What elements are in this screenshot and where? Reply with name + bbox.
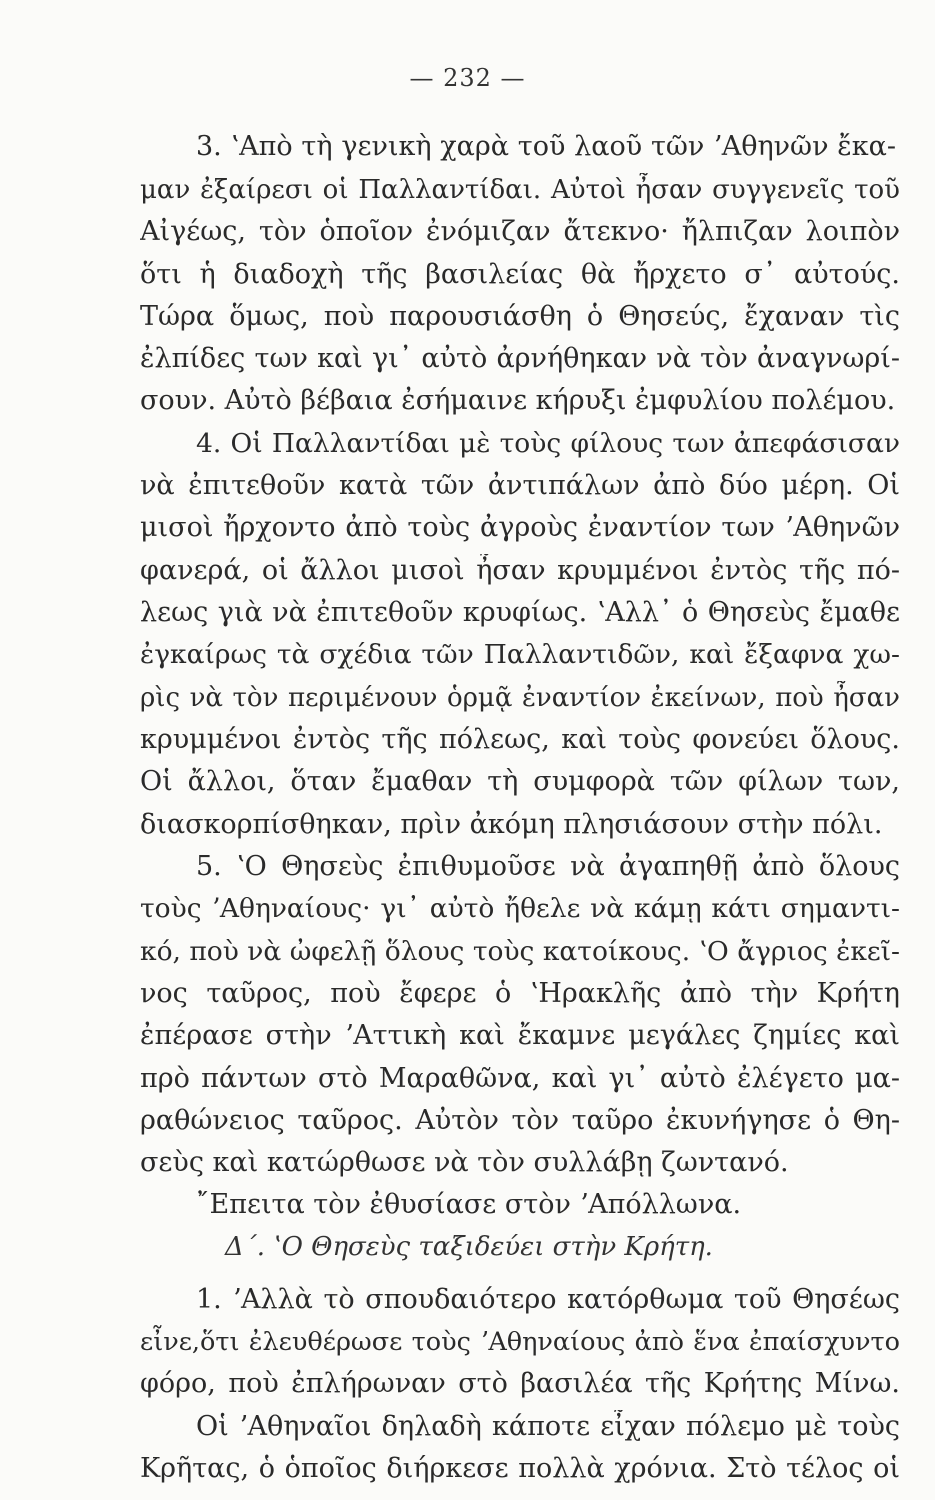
page-number: — 232 —: [409, 64, 526, 92]
text-line: 3. ʽΑπὸ τὴ γενικὴ χαρὰ τοῦ λαοῦ τῶν ʼΑθηνῶν ἔκα-: [196, 131, 896, 162]
text-line: φόρο, ποὺ ἐπλήρωναν στὸ βασιλέα τῆς Κρήτης Μίνω.: [140, 1368, 900, 1399]
text-line: ρὶς νὰ τὸν περιμένουν ὁρμᾷ ἐναντίον ἐκείνων, ποὺ ἦσαν: [140, 683, 900, 713]
text-line: Κρῆτας, ὁ ὁποῖος διήρκεσε πολλὰ χρόνια. Στὸ τέλος οἱ: [140, 1453, 900, 1484]
text-line: κό, ποὺ νὰ ὠφελῇ ὅλους τοὺς κατοίκους. ʽΟ ἄγριος ἐκεῖ-: [140, 936, 900, 967]
text-line: φανερά, οἱ ἄλλοι μισοὶ ἦσαν κρυμμένοι ἐντὸς τῆς πό-: [140, 555, 900, 586]
text-line: μισοὶ ἤρχοντο ἀπὸ τοὺς ἀγροὺς ἐναντίον των ʼΑθηνῶν: [140, 512, 900, 543]
section-heading: Δ΄. ʽΟ Θησεὺς ταξιδεύει στὴν Κρήτη.: [225, 1232, 713, 1262]
text-line: ῎Επειτα τὸν ἐθυσίασε στὸν ʼΑπόλλωνα.: [196, 1189, 742, 1220]
text-line: σεὺς καὶ κατώρθωσε νὰ τὸν συλλάβῃ ζωντανό.: [140, 1147, 789, 1178]
text-line: τοὺς ʼΑθηναίους· γι᾽ αὐτὸ ἤθελε νὰ κάμῃ κάτι σημαντι-: [140, 893, 900, 924]
text-line: ἐπέρασε στὴν ʼΑττικὴ καὶ ἔκαμνε μεγάλες ζημίες καὶ: [140, 1020, 900, 1051]
text-line: Αἰγέως, τὸν ὁποῖον ἐνόμιζαν ἄτεκνο· ἤλπιζαν λοιπὸν: [140, 216, 900, 247]
text-line: Τώρα ὅμως, ποὺ παρουσιάσθη ὁ Θησεύς, ἔχαναν τὶς: [140, 301, 900, 332]
text-line: νὰ ἐπιτεθοῦν κατὰ τῶν ἀντιπάλων ἀπὸ δύο μέρη. Οἱ: [140, 470, 900, 501]
text-line: Οἱ ʼΑθηναῖοι δηλαδὴ κάποτε εἶχαν πόλεμο μὲ τοὺς: [196, 1411, 900, 1442]
text-line: σουν. Αὐτὸ βέβαια ἐσήμαινε κήρυξι ἐμφυλίου πολέμου.: [140, 385, 896, 416]
text-line: νος ταῦρος, ποὺ ἔφερε ὁ ʽΗρακλῆς ἀπὸ τὴν Κρήτη: [140, 978, 900, 1009]
text-line: ἐγκαίρως τὰ σχέδια τῶν Παλλαντιδῶν, καὶ ἔξαφνα χω-: [140, 639, 900, 670]
text-line: πρὸ πάντων στὸ Μαραθῶνα, καὶ γι᾽ αὐτὸ ἐλέγετο μα-: [140, 1063, 900, 1094]
text-line: διασκορπίσθηκαν, πρὶν ἀκόμη πλησιάσουν στὴν πόλι.: [140, 809, 883, 840]
text-line: ραθώνειος ταῦρος. Αὐτὸν τὸν ταῦρο ἐκυνήγησε ὁ Θη-: [140, 1105, 900, 1136]
text-line: εἶνε,ὅτι ἐλευθέρωσε τοὺς ʼΑθηναίους ἀπὸ ἕνα ἐπαίσχυντο: [140, 1327, 900, 1357]
text-line: μαν ἐξαίρεσι οἱ Παλλαντίδαι. Αὐτοὶ ἦσαν συγγενεῖς τοῦ: [140, 175, 900, 205]
text-line: 4. Οἱ Παλλαντίδαι μὲ τοὺς φίλους των ἀπεφάσισαν: [196, 428, 900, 459]
text-line: κρυμμένοι ἐντὸς τῆς πόλεως, καὶ τοὺς φονεύει ὅλους.: [140, 724, 900, 755]
text-line: 5. ʽΟ Θησεὺς ἐπιθυμοῦσε νὰ ἀγαπηθῇ ἀπὸ ὅλους: [196, 851, 900, 882]
text-line: ἐλπίδες των καὶ γι᾽ αὐτὸ ἀρνήθηκαν νὰ τὸν ἀναγνωρί-: [140, 343, 900, 374]
text-line: λεως γιὰ νὰ ἐπιτεθοῦν κρυφίως. ʽΑλλ᾽ ὁ Θησεὺς ἔμαθε: [140, 597, 900, 628]
text-line: ὅτι ἡ διαδοχὴ τῆς βασιλείας θὰ ἤρχετο σ᾽ αὐτούς.: [140, 259, 900, 290]
text-line: 1. ʼΑλλὰ τὸ σπουδαιότερο κατόρθωμα τοῦ Θησέως: [196, 1284, 900, 1315]
text-line: Οἱ ἄλλοι, ὅταν ἔμαθαν τὴ συμφορὰ τῶν φίλων των,: [140, 766, 900, 797]
